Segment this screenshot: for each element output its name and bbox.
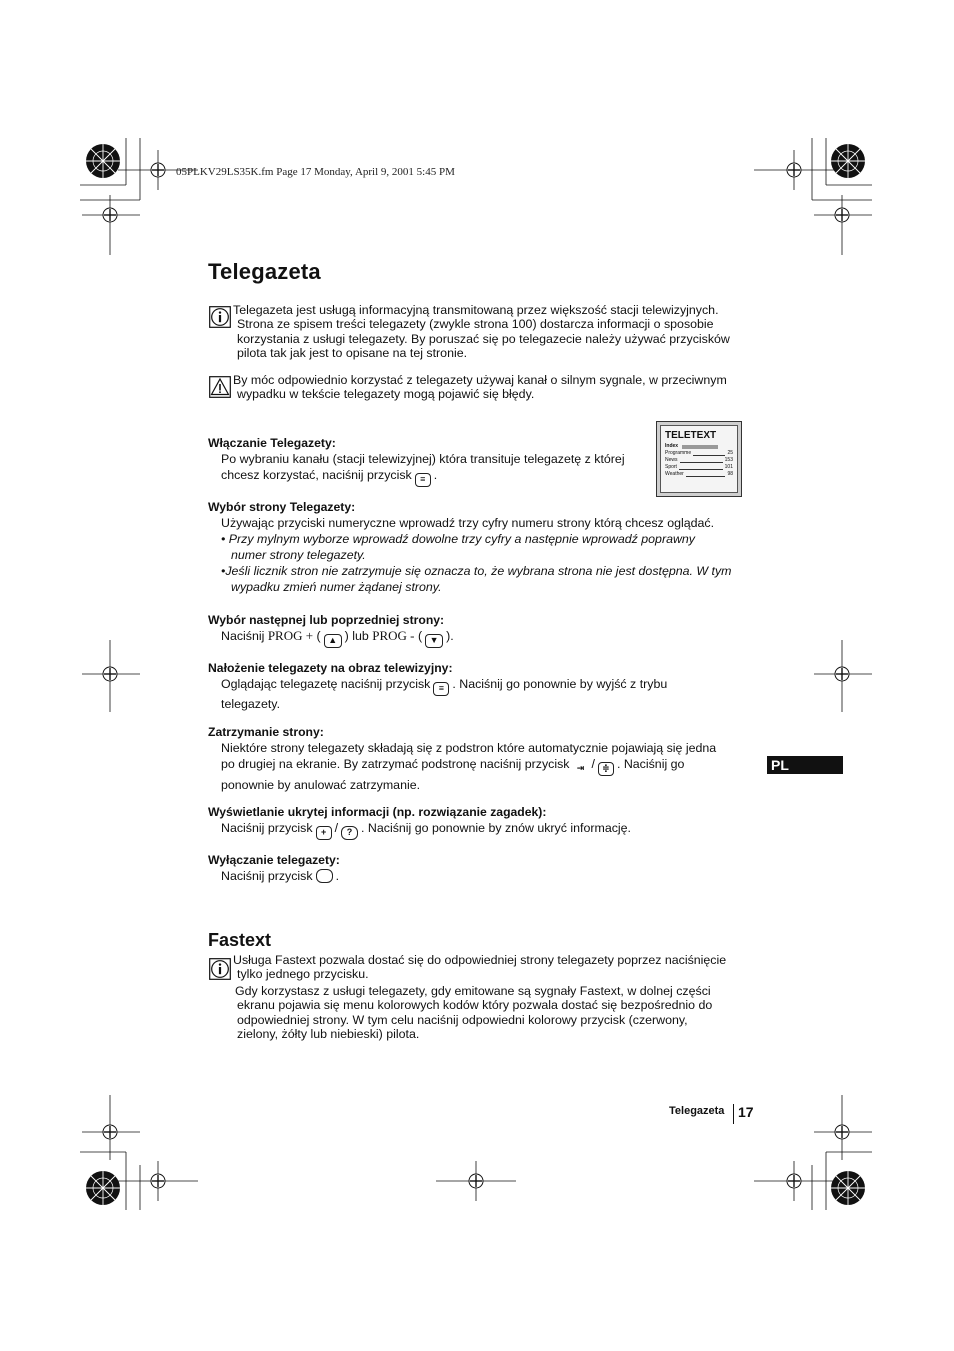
section-body-select [221,515,746,595]
bullet-item: • Przy mylnym wyborze wprowadź dowolne trzy cyfry a następnie wprowadź poprawny numer strony telegazety. [221,532,695,562]
section-body-off [221,868,746,884]
prog-minus-label: PROG - [372,628,415,643]
language-tab: PL [767,756,843,774]
warning-line: By móc odpowiednio korzystać z telegazety używaj kanał o silnym sygnale, w przeciwnym [233,373,727,387]
warning-icon [209,376,231,398]
section-body-hold: Niektóre strony telegazety składają się z podstron które automatycznie pojawiają się jedna po drugiej na ekranie. By zatrzymać podstronę naciśnij przycisk ⇥ / ≑ . Naciśnij go ponownie by anulować zatrzymanie. [221,740,746,793]
section-title-hold: Zatrzymanie strony: [208,725,324,739]
text-line: . Naciśnij go ponownie by wyjść z trybu [452,677,668,691]
text-line: Naciśnij przycisk [221,821,313,835]
fastext-text [233,953,753,1041]
section-body-on [221,451,651,487]
footer-section-label: Telegazeta [669,1105,725,1117]
teletext-row-page: 98 [727,471,733,477]
fastext-line: ekranu pojawia się menu kolorowych kodów który pozwala dostać się bezpośrednio do [237,998,713,1013]
input-select-icon: ⇥ [576,763,585,773]
info-icon [209,306,231,328]
teletext-row-page: 25 [727,450,733,456]
teletext-row-name: Programme [665,450,692,456]
text-line: . [433,468,438,482]
warning-line: wypadku w tekście telegazety mogą pojawić się błędy. [237,387,535,402]
intro-line: Strona ze spisem treści telegazety (zwykle strona 100) dostarcza informacji o sposobie [237,317,714,332]
plus-screen-button-icon: + [316,826,332,840]
bullet-item: •Jeśli licznik stron nie zatrzymuje się oznacza to, że wybrana strona nie jest dostępna. W tym wypadku zmień numer żądanej strony. [221,564,732,594]
section-body-reveal: Naciśnij przycisk + / ? . Naciśnij go ponownie by znów ukryć informację. [221,820,746,840]
fastext-line: tylko jednego przycisku. [237,967,369,982]
text-line: Naciśnij przycisk [221,869,313,883]
teletext-row-name: Sport [665,464,677,470]
text-line: . [450,629,454,643]
teletext-screen-illustration [656,421,742,497]
fastext-line: zielony, żółty lub niebieski) pilota. [237,1027,420,1042]
section-title-nextprev: Wybór następnej lub poprzedniej strony: [208,613,445,627]
text-line: lub [348,629,373,643]
fastext-line: Usługa Fastext pozwala dostać się do odpowiedniej strony telegazety poprzez naciśnięcie [233,953,727,967]
section-title-on: Włączanie Telegazety: [208,436,336,450]
section-body-overlay [221,676,746,712]
intro-line: korzystania z usługi telegazety. By poruszać się po telegazecie należy używać przycisków [237,331,730,346]
section-title-select: Wybór strony Telegazety: [208,500,356,514]
page-down-button-icon: ▼ [425,634,443,648]
intro-line: Telegazeta jest usługą informacyjną transmitowaną przez większość stacji telewizyjnych. [233,303,719,317]
teletext-index-label: Index [665,443,679,449]
text-line: ponownie by anulować zatrzymanie. [221,778,421,792]
reveal-button-icon: ? [341,826,358,840]
warning-text [233,373,753,402]
text-line: Naciśnij [221,629,268,643]
teletext-index-bar [682,445,718,449]
text-line: . Naciśnij go [616,757,685,771]
info-icon [209,958,231,980]
fastext-line: odpowiedniej strony. W tym celu naciśnij odpowiedni kolorowy przycisk (czerwony, [237,1012,688,1027]
text-line: Oglądając telegazetę naciśnij przycisk [221,677,431,691]
intro-text [233,303,753,361]
text-line: telegazety. [221,697,281,711]
prog-plus-label: PROG + [267,628,314,643]
file-header: 05PLKV29LS35K.fm Page 17 Monday, April 9, 2001 5:45 PM [176,166,455,178]
teletext-button-icon: ≡ [433,682,449,696]
section-title-overlay: Nałożenie telegazety na obraz telewizyjny: [208,661,453,675]
text-line: . Naciśnij go ponownie by znów ukryć informację. [361,821,631,835]
page-title: Telegazeta [208,259,321,284]
fastext-line: Gdy korzystasz z usługi telegazety, gdy emitowane są sygnały Fastext, w dolnej części [235,983,711,998]
section-title-off: Wyłączanie telegazety: [208,853,340,867]
text-line: . [335,869,340,883]
teletext-title: TELETEXT [665,430,717,441]
teletext-row-page: 101 [724,464,733,470]
section-title-reveal: Wyświetlanie ukrytej informacji (np. rozwiązanie zagadek): [208,805,547,819]
teletext-row-name: News [665,457,678,463]
text-line: Po wybraniu kanału (stacji telewizyjnej) która transituje telegazetę z której [221,452,625,466]
text-line: Używając przyciski numeryczne wprowadź trzy cyfry numeru strony którą chcesz oglądać. [221,516,715,530]
teletext-row-name: Weather [665,471,684,477]
hold-button-icon: ≑ [598,762,614,776]
text-line: Niektóre strony telegazety składają się z podstron które automatycznie pojawiają się jedna [221,741,717,755]
tv-button-icon [316,869,333,883]
fastext-title: Fastext [208,930,272,950]
intro-line: pilota tak jak jest to opisane na tej stronie. [237,346,468,361]
footer-divider [733,1104,734,1124]
text-line: po drugiej na ekranie. By zatrzymać podstronę naciśnij przycisk [221,757,570,771]
teletext-row-page: 153 [724,457,733,463]
section-body-nextprev: Naciśnij PROG + ( ▲ ) lub PROG - ( ▼ ). [221,628,746,648]
page-number: 17 [738,1104,754,1120]
teletext-button-icon: ≡ [415,473,431,487]
text-line: chcesz korzystać, naciśnij przycisk [221,468,412,482]
page-up-button-icon: ▲ [324,634,342,648]
